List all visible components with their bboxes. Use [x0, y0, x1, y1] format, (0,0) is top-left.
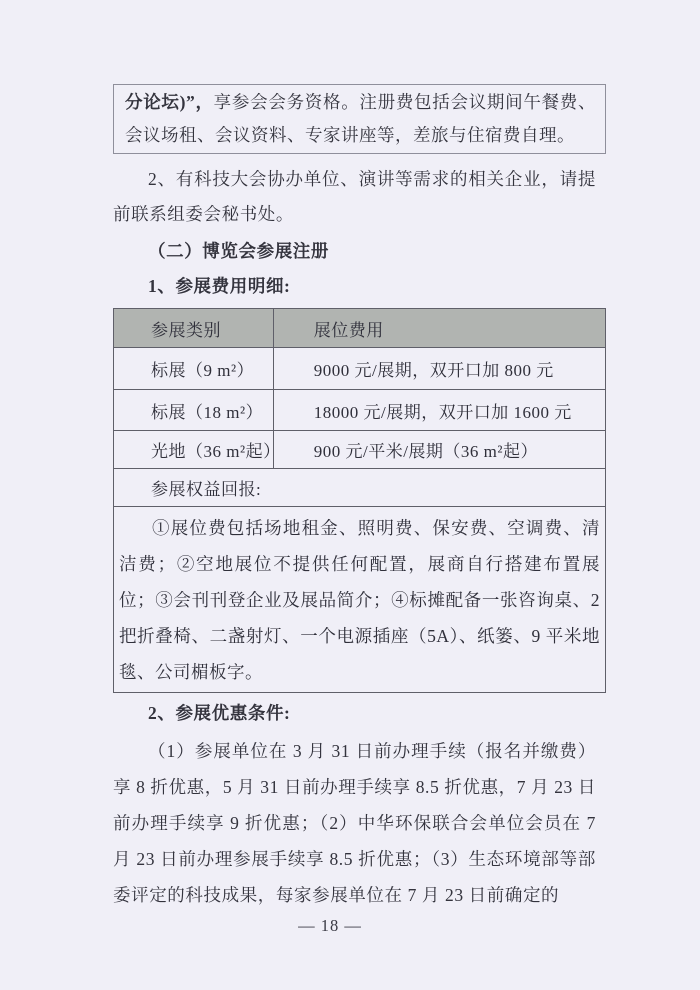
column-header-category: 参展类别 — [114, 309, 274, 348]
table-row — [114, 390, 606, 431]
heading-fee-details: 1、参展费用明细: — [148, 276, 291, 296]
heading-expo-registration: （二）博览会参展注册 — [148, 241, 329, 261]
column-header-fee: 展位费用 — [273, 309, 605, 348]
benefits-text: ①展位费包括场地租金、照明费、保安费、空调费、清洁费；②空地展位不提供任何配置，展商自行搭建布置展位；③会刊刊登企业及展品简介；④标摊配备一张咨询桌、2 把折叠椅、二盏射灯、一个电源插座（5A）、纸篓、9 平米地毯、公司楣板字。 — [114, 507, 606, 693]
page-number: — 18 — — [298, 916, 362, 935]
paragraph-contact-secretariat: 2、有科技大会协办单位、演讲等需求的相关企业，请提前联系组委会秘书处。 — [113, 169, 596, 224]
table-benefits-text-row — [114, 507, 606, 693]
cell-fee: 900 元/平米/展期（36 m²起） — [273, 431, 605, 469]
cell-fee: 18000 元/展期，双开口加 1600 元 — [273, 390, 605, 431]
table-row — [114, 431, 606, 469]
table-row — [114, 348, 606, 390]
registration-fee-note-box — [113, 84, 606, 154]
quote-lead-text: 分论坛)”， — [125, 92, 214, 112]
table-benefits-label-row — [114, 469, 606, 507]
cell-category: 标展（9 m²） — [114, 348, 274, 390]
document-content — [113, 84, 606, 913]
cell-category: 光地（36 m²起） — [114, 431, 274, 469]
quote-body-text: 享参会会务资格。注册费包括会议期间午餐费、会议场租、会议资料、专家讲座等，差旅与住宿费自理。 — [125, 92, 597, 145]
paragraph-discount-terms: （1）参展单位在 3 月 31 日前办理手续（报名并缴费）享 8 折优惠，5 月 31 日前办理手续享 8.5 折优惠，7 月 23 日前办理手续享 9 折优惠；（2）中华环保联合会单位会员在 7 月 23 日前办理参展手续享 8.5 折优惠；（3）生态环境部等部委评定的科技成果，每家参展单位在 7 月 23 日前确定的 — [113, 741, 596, 905]
benefits-label: 参展权益回报: — [114, 469, 606, 507]
cell-category: 标展（18 m²） — [114, 390, 274, 431]
exhibition-fee-table — [113, 308, 606, 693]
cell-fee: 9000 元/展期，双开口加 800 元 — [273, 348, 605, 390]
heading-discount-terms: 2、参展优惠条件: — [148, 703, 291, 723]
table-header-row — [114, 309, 606, 348]
